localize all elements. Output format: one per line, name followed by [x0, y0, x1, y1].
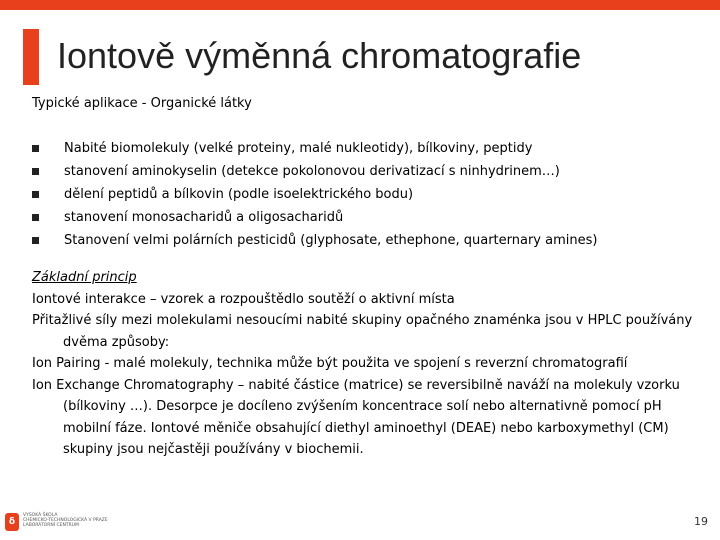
square-bullet-icon: [32, 168, 39, 175]
logo-text: [23, 513, 108, 528]
list-item: [32, 183, 597, 206]
slide-number: 19: [694, 515, 708, 528]
square-bullet-icon: [32, 145, 39, 152]
paragraph: Ion Exchange Chromatography – nabité částice (matrice) se reversibilně naváží na molekuly vzorku (bílkoviny …). Desorpce je docíleno zvýšením koncentrace solí nebo alternativně pomocí pH mobilní fáze. Iontové měniče obsahující diethyl aminoethyl (DEAE) nebo karboxymethyl (CM) skupiny jsou nejčastěji používány v biochemii.: [32, 377, 680, 457]
school-logo-icon: δ: [5, 513, 19, 531]
square-bullet-icon: [32, 237, 39, 244]
list-item-text: Nabité biomolekuly (velké proteiny, malé nukleotidy), bílkoviny, peptidy: [64, 141, 533, 156]
list-item: [32, 160, 597, 183]
logo-line: LABORATORNÍ CENTRUM: [23, 523, 79, 528]
list-item: [32, 137, 597, 160]
application-list: [32, 137, 597, 252]
square-bullet-icon: [32, 214, 39, 221]
list-item: [32, 229, 597, 252]
slide-subtitle: Typické aplikace - Organické látky: [32, 96, 252, 111]
paragraph: Přitažlivé síly mezi molekulami nesoucími nabité skupiny opačného znaménka jsou v HPLC používány dvěma způsoby:: [32, 313, 693, 350]
slide-title: Iontově výměnná chromatografie: [57, 35, 582, 76]
title-accent-bar: [23, 29, 39, 85]
list-item-text: dělení peptidů a bílkovin (podle isoelektrického bodu): [64, 187, 414, 202]
logo-line: VYSOKÁ ŠKOLA: [23, 513, 58, 518]
paragraph: Iontové interakce – vzorek a rozpouštědlo soutěží o aktivní místa: [32, 291, 455, 307]
principle-section: [32, 267, 702, 461]
top-accent-bar: [0, 0, 720, 10]
paragraph: Ion Pairing - malé molekuly, technika může být použita ve spojení s reverzní chromatografií: [32, 356, 628, 371]
school-logo: [5, 513, 108, 531]
logo-line: CHEMICKO-TECHNOLOGICKÁ V PRAZE: [23, 518, 108, 523]
square-bullet-icon: [32, 191, 39, 198]
list-item-text: stanovení aminokyselin (detekce pokolonovou derivatizací s ninhydrinem…): [64, 164, 560, 179]
list-item: [32, 206, 597, 229]
section-heading: Základní princip: [32, 270, 137, 285]
list-item-text: Stanovení velmi polárních pesticidů (glyphosate, ethephone, quarternary amines): [64, 233, 598, 248]
list-item-text: stanovení monosacharidů a oligosacharidů: [64, 210, 344, 225]
